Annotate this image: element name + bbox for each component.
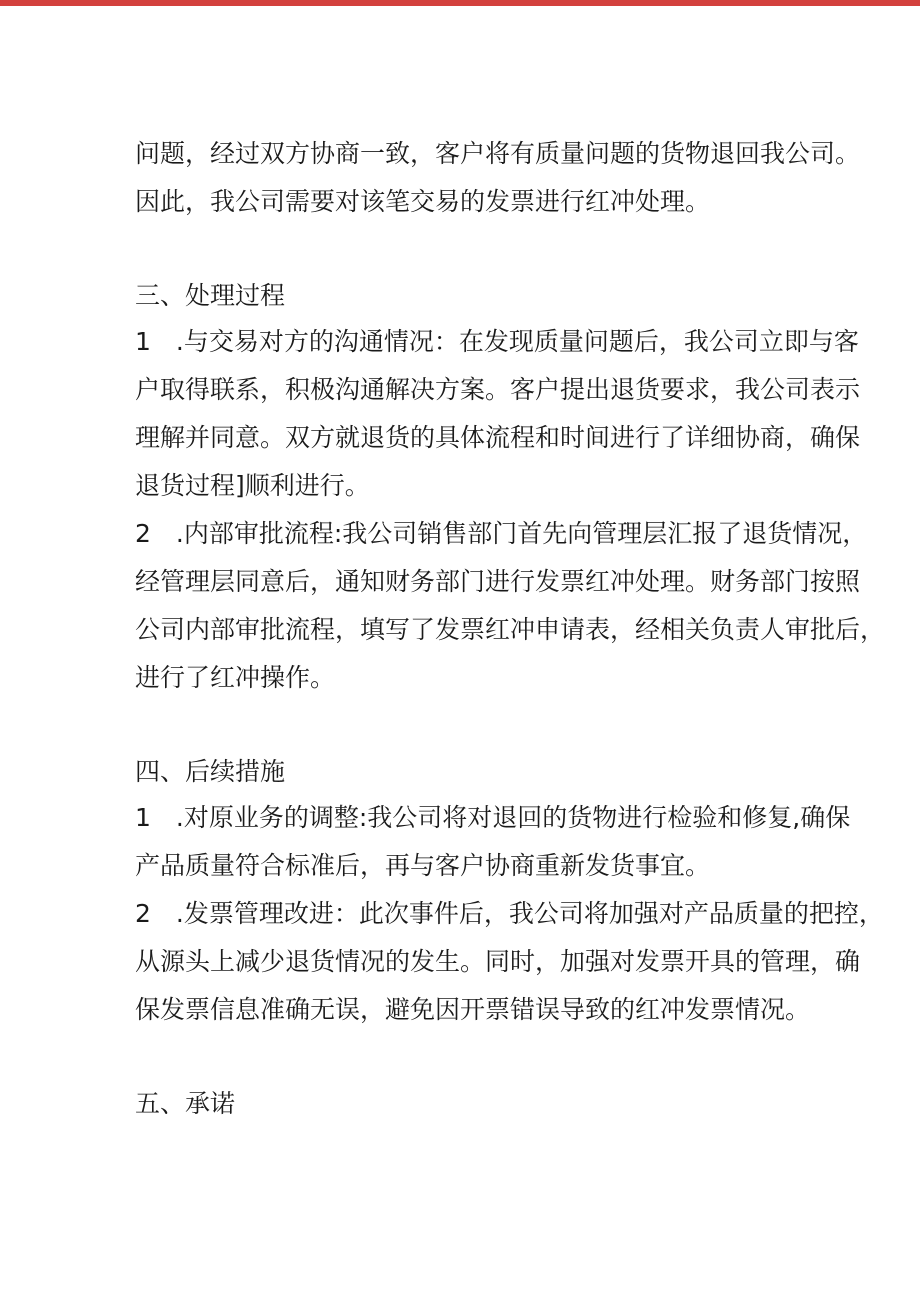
- list-item-adjustment: [135, 794, 851, 890]
- list-item-invoice-improvement: [135, 890, 884, 1034]
- text-line: 保发票信息准确无误，避免因开票错误导致的红冲发票情况。: [135, 995, 811, 1024]
- accent-bar: [0, 0, 920, 6]
- section-followup: [135, 750, 884, 1034]
- section-heading-5: 五、承诺: [135, 1089, 236, 1118]
- text-line: 产品质量符合标准后，再与客户协商重新发货事宜。: [135, 851, 711, 880]
- list-item-approval: [135, 510, 886, 702]
- text-line: 问题，经过双方协商一致，客户将有质量问题的货物退回我公司。: [135, 139, 861, 168]
- list-item-communication: [135, 318, 861, 510]
- text-line: 2 .内部审批流程:我公司销售部门首先向管理层汇报了退货情况，: [135, 519, 868, 548]
- section-heading-4: 四、后续措施: [135, 757, 286, 786]
- text-line: 退货过程]顺利进行。: [135, 471, 370, 500]
- text-line: 经管理层同意后，通知财务部门进行发票红冲处理。财务部门按照: [135, 567, 861, 596]
- text-line: 进行了红冲操作。: [135, 663, 336, 692]
- text-line: 公司内部审批流程，填写了发票红冲申请表，经相关负责人审批后，: [135, 615, 886, 644]
- document-body: [135, 130, 886, 1126]
- section-heading-3: 三、处理过程: [135, 281, 286, 310]
- text-line: 1 .对原业务的调整:我公司将对退回的货物进行检验和修复,确保: [135, 803, 851, 832]
- text-line: 从源头上减少退货情况的发生。同时，加强对发票开具的管理，确: [135, 947, 861, 976]
- text-line: 1 .与交易对方的沟通情况：在发现质量问题后，我公司立即与客: [135, 327, 859, 356]
- text-line: 理解并同意。双方就退货的具体流程和时间进行了详细协商，确保: [135, 423, 861, 452]
- section-processing: [135, 274, 886, 702]
- intro-paragraph: [135, 130, 861, 226]
- text-line: 2 .发票管理改进：此次事件后，我公司将加强对产品质量的把控，: [135, 899, 884, 928]
- text-line: 户取得联系，积极沟通解决方案。客户提出退货要求，我公司表示: [135, 375, 861, 404]
- section-commitment: [135, 1082, 815, 1126]
- text-line: 因此，我公司需要对该笔交易的发票进行红冲处理。: [135, 187, 711, 216]
